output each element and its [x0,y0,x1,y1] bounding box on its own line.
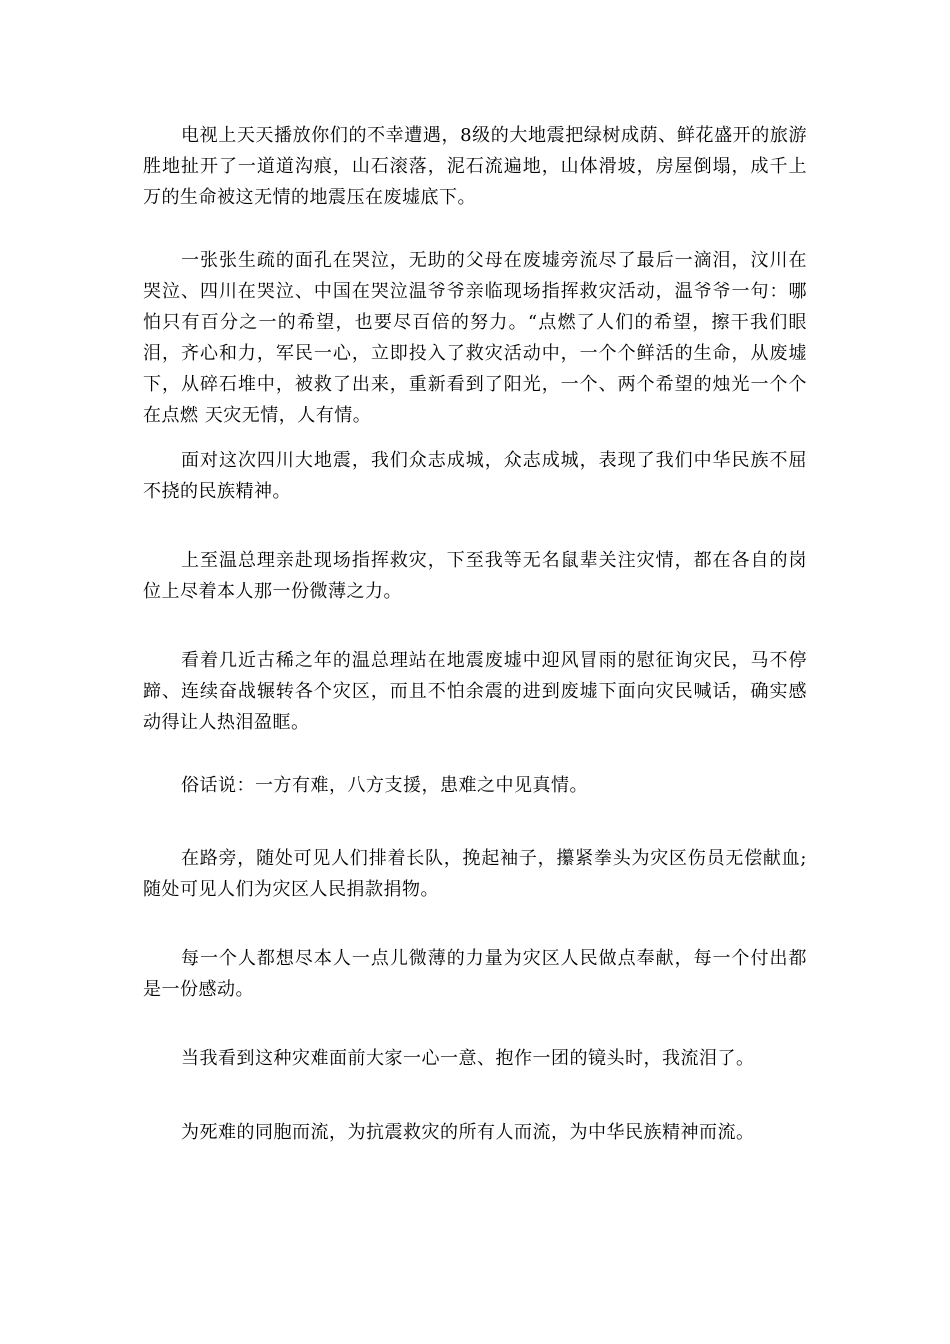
paragraph-8: 每一个人都想尽本人一点儿微薄的力量为灾区人民做点奉献，每一个付出都是一份感动。 [143,948,807,1000]
paragraph-6: 俗话说：一方有难，八方支援，患难之中见真情。 [181,775,588,796]
paragraph-4: 上至温总理亲赴现场指挥救灾，下至我等无名鼠辈关注灾情，都在各自的岗位上尽着本人那一份微薄之力。 [143,550,807,602]
paragraph-2: 一张张生疏的面孔在哭泣，无助的父母在废墟旁流尽了最后一滴泪，汶川在哭泣、四川在哭泣、中国在哭泣温爷爷亲临现场指挥救灾活动，温爷爷一句：哪怕只有百分之一的希望，也要尽百倍的努力。“点燃了人们的希望，擦干我们眼泪，齐心和力，军民一心，立即投入了救灾活动中，一个个鲜活的生命，从废墟下，从碎石堆中，被救了出来，重新看到了阳光，一个、两个希望的烛光一个个在点燃 天灾无情，人有情。 [143,250,807,426]
paragraph-1: 电视上天天播放你们的不幸遭遇，8级的大地震把绿树成荫、鲜花盛开的旅游胜地扯开了一道道沟痕，山石滚落，泥石流遍地，山体滑坡，房屋倒塌，成千上万的生命被这无情的地震压在废墟底下。 [143,125,807,208]
paragraph-7: 在路旁，随处可见人们排着长队，挽起袖子，攥紧拳头为灾区伤员无偿献血;随处可见人们为灾区人民捐款捐物。 [143,848,807,900]
paragraph-3: 面对这次四川大地震，我们众志成城，众志成城，表现了我们中华民族不屈不挠的民族精神。 [143,450,807,502]
paragraph-9: 当我看到这种灾难面前大家一心一意、抱作一团的镜头时，我流泪了。 [181,1048,755,1069]
paragraph-5: 看着几近古稀之年的温总理站在地震废墟中迎风冒雨的慰征询灾民，马不停蹄、连续奋战辗转各个灾区，而且不怕余震的进到废墟下面向灾民喊话，确实感动得让人热泪盈眶。 [143,650,807,733]
paragraph-10: 为死难的同胞而流，为抗震救灾的所有人而流，为中华民族精神而流。 [181,1122,755,1143]
